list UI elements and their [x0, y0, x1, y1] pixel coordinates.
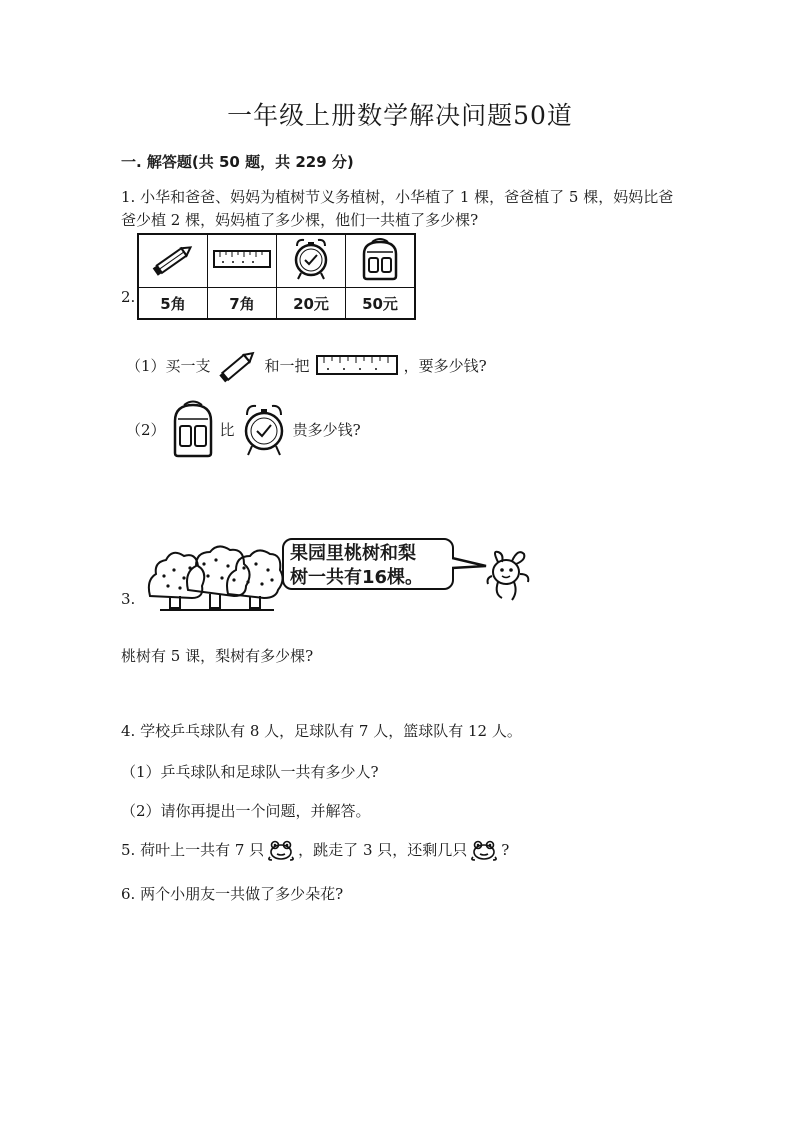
ruler-icon — [316, 353, 398, 377]
q5-part-2: ，跳走了 3 只，还剩几只 — [298, 840, 468, 859]
alarm-clock-icon — [239, 399, 289, 459]
q5-part-3: ? — [501, 840, 510, 859]
question-2-number: 2. — [121, 288, 136, 306]
alarm-clock-icon — [289, 236, 333, 282]
speech-bubble-line-1: 果园里桃树和梨 — [290, 543, 416, 564]
q2-sub1-prefix: （1）买一支 — [126, 356, 211, 375]
price-clock: 20元 — [277, 288, 346, 320]
question-5 — [121, 838, 509, 862]
question-4-sub-1: （1）乒乓球队和足球队一共有多少人? — [121, 763, 379, 781]
ruler-icon — [213, 247, 271, 271]
price-table-clock-cell — [277, 234, 346, 288]
price-table — [137, 233, 416, 320]
q2-sub1-mid: 和一把 — [264, 356, 310, 375]
price-table-backpack-cell — [346, 234, 416, 288]
frog-icon — [469, 838, 499, 862]
q5-part-1: 5. 荷叶上一共有 7 只 — [121, 840, 265, 859]
page-title: 一年级上册数学解决问题50道 — [227, 101, 573, 130]
question-2-sub-1 — [126, 345, 487, 385]
pencil-icon — [215, 345, 261, 385]
backpack-icon — [358, 236, 402, 282]
q2-sub2-suffix: 贵多少钱? — [292, 420, 361, 439]
question-3-text: 桃树有 5 课，梨树有多少棵? — [121, 647, 314, 665]
speech-bubble-line-2: 树一共有16棵。 — [290, 567, 424, 588]
question-6: 6. 两个小朋友一共做了多少朵花? — [121, 885, 344, 903]
speech-bubble — [282, 538, 454, 590]
question-4-sub-2: （2）请你再提出一个问题，并解答。 — [121, 802, 371, 820]
frog-icon — [266, 838, 296, 862]
q2-sub2-mid: 比 — [219, 420, 235, 439]
question-4: 4. 学校乒乓球队有 8 人，足球队有 7 人，篮球队有 12 人。 — [121, 722, 522, 740]
bubble-tail — [452, 548, 488, 578]
question-1: 1. 小华和爸爸、妈妈为植树节义务植树，小华植了 1 棵，爸爸植了 5 棵，妈妈比爸爸少植 2 棵，妈妈植了多少棵，他们一共植了多少棵? — [121, 188, 674, 229]
pencil-icon — [148, 239, 198, 279]
price-table-pencil-cell — [138, 234, 208, 288]
question-2-sub-2 — [126, 397, 361, 461]
orchard-trees-illustration — [146, 536, 286, 616]
price-pencil: 5角 — [138, 288, 208, 320]
q2-sub1-suffix: ，要多少钱? — [403, 356, 487, 375]
price-ruler: 7角 — [208, 288, 277, 320]
price-table-ruler-cell — [208, 234, 277, 288]
section-header: 一. 解答题(共 50 题，共 229 分) — [121, 153, 354, 171]
question-3-number: 3. — [121, 590, 136, 608]
backpack-icon — [170, 399, 216, 459]
character-icon — [484, 548, 534, 606]
q2-sub2-prefix: （2） — [126, 420, 166, 439]
price-backpack: 50元 — [346, 288, 416, 320]
